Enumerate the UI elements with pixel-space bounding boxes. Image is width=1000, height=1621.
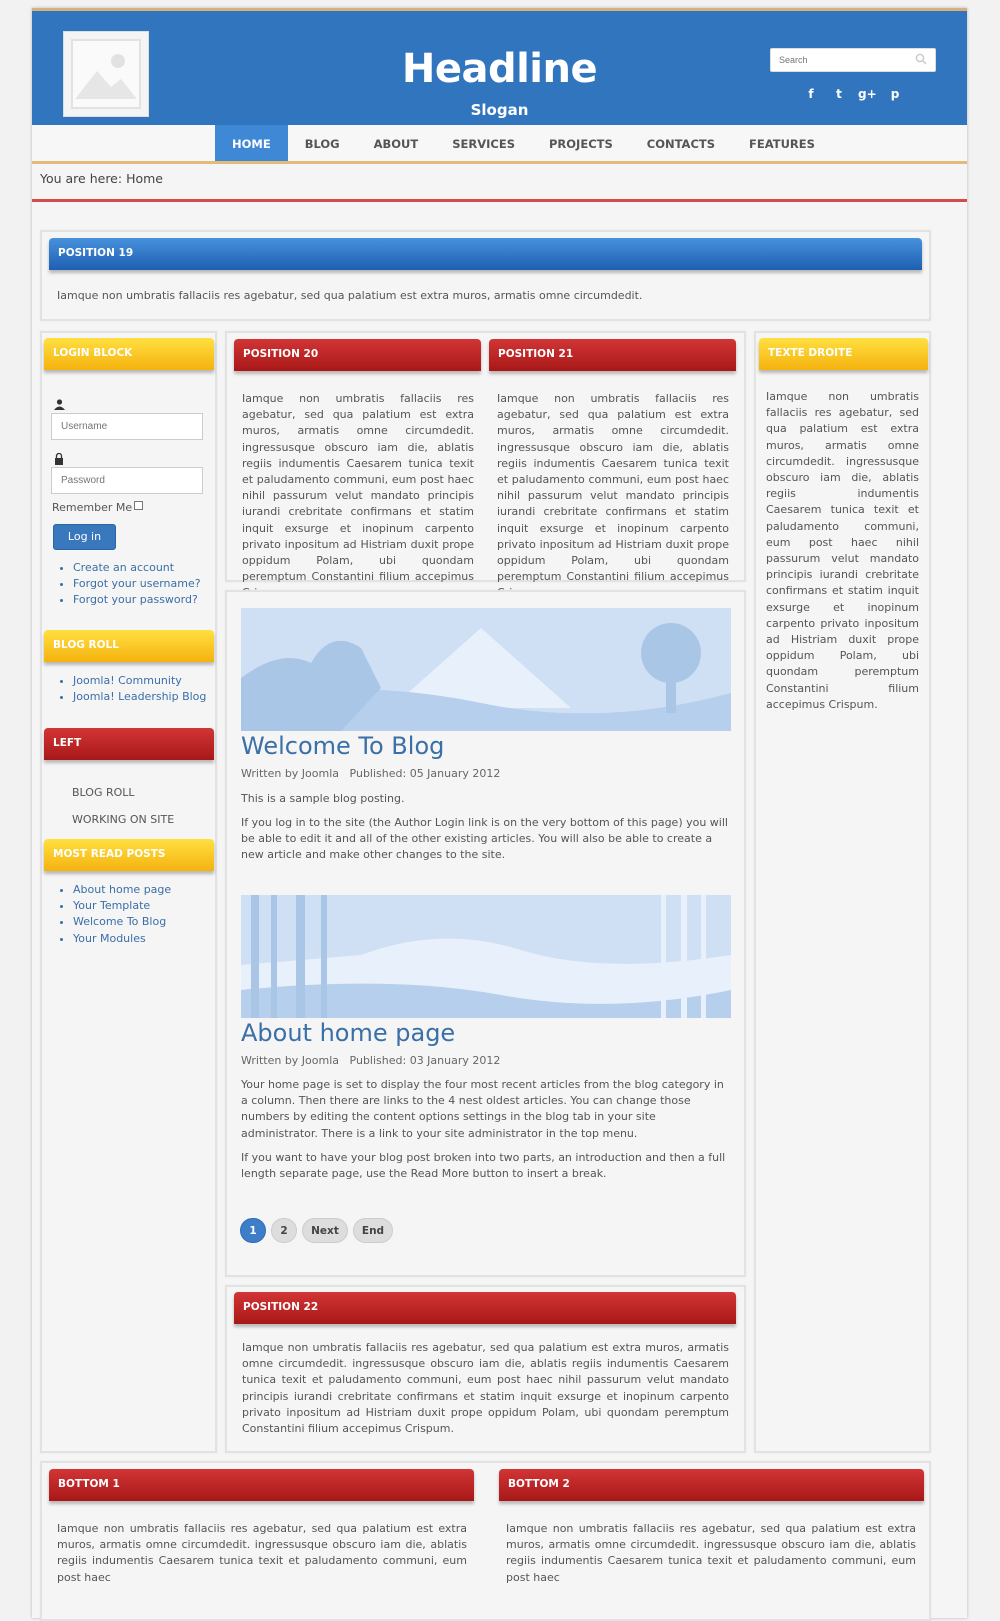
- google-plus-icon[interactable]: g+: [858, 87, 877, 101]
- bottom1-title: BOTTOM 1: [49, 1469, 474, 1501]
- next-button[interactable]: Next: [302, 1218, 348, 1243]
- position21-title: POSITION 21: [489, 339, 736, 371]
- pagination: [240, 1218, 540, 1244]
- page-wrapper: [32, 8, 967, 1618]
- bottom2-text: Iamque non umbratis fallaciis res agebatur, sed qua palatium est extra muros, armatis omne circumdedit. ingressusque obscuro iam die, ablatis regiis indumentis Caesarem tunica texit et paludamento communi, eum post haec: [506, 1522, 916, 1584]
- article-title[interactable]: Welcome To Blog: [241, 732, 445, 760]
- module-text: Iamque non umbratis fallaciis res agebatur, sed qua palatium est extra muros, armatis omne circumdedit.: [57, 289, 643, 302]
- breadcrumb-label: You are here:: [40, 171, 127, 186]
- left-column: [40, 331, 217, 1453]
- user-icon: [54, 399, 65, 410]
- mostread-link[interactable]: • Your Template: [73, 898, 171, 914]
- breadcrumb-current: Home: [126, 171, 163, 186]
- mostread-link[interactable]: • About home page: [73, 882, 171, 898]
- login-title: LOGIN BLOCK: [44, 338, 214, 370]
- mostread-link[interactable]: • Your Modules: [73, 931, 171, 947]
- divider: [32, 199, 967, 202]
- site-header: [32, 8, 967, 125]
- blogroll-link[interactable]: • Joomla! Leadership Blog: [73, 689, 206, 705]
- blogroll-title: BLOG ROLL: [44, 630, 214, 662]
- article-image: [241, 608, 731, 731]
- module-text: Iamque non umbratis fallaciis res agebatur, sed qua palatium est extra muros, armatis omne circumdedit. ingressusque obscuro iam die, ablatis regiis indumentis Caesarem tunica texit et paludamento communi, eum post haec nihil passurum velut mandato principis iurandi crebritate confirmans et statim inquit exsurge et inopinum carpento privato inpositum ad Histriam duxit prope oppidum Polam, ubi quondam peremptum Constantini filium accepimus Crispum.: [242, 1341, 729, 1436]
- article-paragraph: If you log in to the site (the Author Login link is on the very bottom of this page) you will be able to edit it and all of the other existing articles. You will also be able to create a new article and make other changes to the site.: [241, 816, 728, 862]
- remember-checkbox[interactable]: [134, 501, 143, 510]
- breadcrumb: [40, 171, 163, 186]
- texte-droite-text: Iamque non umbratis fallaciis res agebatur, sed qua palatium est extra muros, armatis omne circumdedit. ingressusque obscuro iam die, ablatis regiis indumentis Caesarem tunica texit et paludamento communi, eum post haec nihil passurum velut mandato principis iurandi crebritate confirmans et statim inquit exsurge et inopinum carpento privato inpositum ad Histriam duxit prope oppidum Polam, ubi quondam peremptum Constantini filium accepimus Crispum.: [766, 390, 919, 711]
- password-field[interactable]: [51, 467, 203, 494]
- social-links: [802, 85, 904, 103]
- position22-module: [225, 1285, 746, 1453]
- position21-text: Iamque non umbratis fallaciis res agebatur, sed qua palatium est extra muros, armatis omne circumdedit. ingressusque obscuro iam die, ablatis regiis indumentis Caesarem tunica texit et paludamento communi, eum post haec nihil passurum velut mandato principis iurandi crebritate confirmans et statim inquit exsurge et inopinum carpento privato inpositum ad Histriam duxit prope oppidum Polam, ubi quondam peremptum Constantini filium accepimus: [497, 392, 729, 584]
- mostread-title: MOST READ POSTS: [44, 839, 214, 871]
- twitter-icon[interactable]: t: [836, 87, 842, 101]
- bottom-modules: [40, 1461, 931, 1621]
- nav-contacts[interactable]: CONTACTS: [646, 137, 716, 151]
- bottom1-text: Iamque non umbratis fallaciis res agebatur, sed qua palatium est extra muros, armatis omne circumdedit. ingressusque obscuro iam die, ablatis regiis indumentis Caesarem tunica texit et paludamento communi, eum post haec: [57, 1522, 467, 1584]
- left-menu-item[interactable]: WORKING ON SITE: [72, 813, 175, 826]
- article-author: Written by Joomla: [241, 1054, 340, 1067]
- article-paragraph: This is a sample blog posting.: [241, 792, 405, 805]
- left-menu-item[interactable]: BLOG ROLL: [72, 786, 135, 799]
- remember-row: [52, 501, 143, 514]
- end-button[interactable]: End: [353, 1218, 393, 1243]
- nav-blog[interactable]: BLOG: [304, 137, 340, 151]
- username-field[interactable]: [51, 413, 203, 440]
- mostread-link[interactable]: • Welcome To Blog: [73, 914, 171, 930]
- blogroll-links: [73, 673, 206, 705]
- article-image: [241, 895, 731, 1018]
- search-icon[interactable]: [915, 53, 927, 65]
- position19-module: [40, 230, 931, 321]
- article-meta: [241, 767, 500, 780]
- nav-features[interactable]: FEATURES: [749, 137, 815, 151]
- nav-projects[interactable]: PROJECTS: [549, 137, 613, 151]
- site-slogan: Slogan: [470, 101, 529, 119]
- article-paragraph: Your home page is set to display the four most recent articles from the blog category in a column. Then there are links to the 4 nest oldest articles. You can change those numbers by editing the content options settings in the blog tab in your site administrator. There is a link to your site administrator in the top menu.: [241, 1078, 724, 1140]
- lock-icon: [54, 453, 64, 465]
- module-title: POSITION 22: [234, 1292, 736, 1324]
- login-button[interactable]: Log in: [53, 524, 116, 550]
- page-button[interactable]: 2: [271, 1218, 297, 1243]
- top-center-modules: [225, 331, 746, 582]
- mostread-links: [73, 882, 171, 947]
- blogroll-link[interactable]: • Joomla! Community: [73, 673, 206, 689]
- page-button[interactable]: 1: [240, 1218, 266, 1243]
- position20-title: POSITION 20: [234, 339, 481, 371]
- login-links: [73, 560, 201, 609]
- right-column: [754, 331, 931, 1453]
- module-title: POSITION 19: [49, 238, 922, 270]
- article-title[interactable]: About home page: [241, 1019, 456, 1047]
- pinterest-icon[interactable]: p: [890, 87, 900, 101]
- article-date: Published: 03 January 2012: [349, 1054, 501, 1067]
- main-nav: [32, 125, 967, 164]
- article-author: Written by Joomla: [241, 767, 340, 780]
- search-input[interactable]: [770, 48, 936, 72]
- article-meta: [241, 1054, 500, 1067]
- site-headline: Headline: [401, 46, 598, 92]
- forgot-password-link[interactable]: • Forgot your password?: [73, 592, 201, 608]
- position20-text: Iamque non umbratis fallaciis res agebatur, sed qua palatium est extra muros, armatis omne circumdedit. ingressusque obscuro iam die, ablatis regiis indumentis Caesarem tunica texit et paludamento communi, eum post haec nihil passurum velut mandato principis iurandi crebritate confirmans et statim inquit exsurge et inopinum carpento privato inpositum ad Histriam duxit prope oppidum Polam, ubi quondam peremptum Constantini filium accepimus: [242, 392, 474, 584]
- blog-articles: [225, 590, 746, 1277]
- remember-label: Remember Me: [52, 501, 133, 514]
- article-paragraph: If you want to have your blog post broken into two parts, an introduction and then a full length separate page, use the Read More button to insert a break.: [241, 1151, 726, 1181]
- texte-droite-title: TEXTE DROITE: [759, 338, 928, 370]
- nav-home[interactable]: HOME: [215, 125, 288, 161]
- article-date: Published: 05 January 2012: [349, 767, 501, 780]
- nav-services[interactable]: SERVICES: [452, 137, 515, 151]
- left-menu: [72, 779, 174, 833]
- create-account-link[interactable]: • Create an account: [73, 560, 201, 576]
- forgot-username-link[interactable]: • Forgot your username?: [73, 576, 201, 592]
- facebook-icon[interactable]: f: [808, 87, 814, 101]
- left-title: LEFT: [44, 728, 214, 760]
- bottom2-title: BOTTOM 2: [499, 1469, 924, 1501]
- nav-about[interactable]: ABOUT: [373, 137, 419, 151]
